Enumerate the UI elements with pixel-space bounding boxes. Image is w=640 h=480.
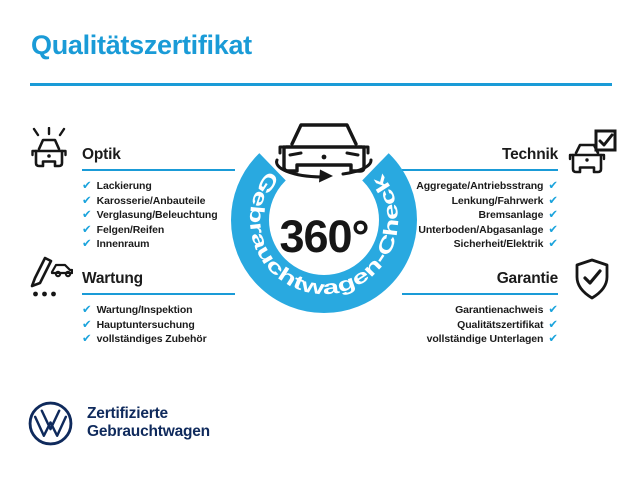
- check-icon: ✔: [548, 238, 558, 251]
- check-icon: ✔: [548, 180, 558, 192]
- check-icon: ✔: [82, 238, 92, 251]
- brand-claim: [87, 405, 210, 440]
- checklist-item-label: Lenkung/Fahrwerk: [451, 194, 544, 207]
- checklist-item: [82, 180, 235, 195]
- checklist-item-label: Hauptuntersuchung: [96, 318, 195, 331]
- brand-claim-line1: Zertifizierte: [87, 405, 168, 422]
- checklist-item-label: Aggregate/Antriebsstrang: [416, 180, 544, 192]
- page-title: Qualitätszertifikat: [31, 30, 252, 60]
- header-divider: [30, 83, 612, 86]
- check-icon: ✔: [82, 318, 92, 331]
- section-title-wartung: Wartung: [82, 270, 235, 295]
- 360-check-badge: [223, 110, 427, 325]
- checklist-item-label: Lackierung: [96, 180, 152, 192]
- checklist-item-label: vollständige Unterlagen: [426, 333, 544, 346]
- ring-label: Gebrauchtwagen-Check: [244, 167, 404, 300]
- check-icon: ✔: [548, 209, 558, 222]
- checklist-item-label: vollständiges Zubehör: [96, 333, 207, 346]
- checklist-item-label: Felgen/Reifen: [96, 223, 165, 236]
- section-title-optik: Optik: [82, 146, 235, 171]
- section-optik: [82, 146, 235, 253]
- checklist-item-label: Wartung/Inspektion: [96, 304, 193, 316]
- checklist-item: [82, 319, 235, 334]
- checklist-item: [82, 224, 235, 239]
- check-icon: ✔: [548, 194, 558, 207]
- check-icon: ✔: [82, 194, 92, 207]
- checklist-item-label: Garantienachweis: [455, 304, 544, 316]
- section-title-garantie: Garantie: [402, 270, 558, 295]
- checklist-item-label: Bremsanlage: [478, 209, 544, 222]
- checklist-item-label: Innenraum: [96, 238, 150, 251]
- checklist-item-label: Qualitätszertifikat: [457, 318, 544, 331]
- checklist-item: [402, 333, 558, 348]
- checklist-item: [82, 238, 235, 253]
- check-icon: ✔: [82, 209, 92, 222]
- service-checklist-icon: [25, 253, 73, 301]
- check-icon: ✔: [548, 223, 558, 236]
- checklist-item: [82, 209, 235, 224]
- section-wartung: [82, 270, 235, 348]
- checklist-optik: [82, 180, 235, 253]
- shield-check-icon: [572, 257, 612, 301]
- checklist-item: [82, 304, 235, 319]
- check-icon: ✔: [82, 223, 92, 236]
- checklist-wartung: [82, 304, 235, 348]
- car-check-icon: [568, 127, 620, 179]
- check-icon: ✔: [82, 180, 92, 192]
- vw-logo: [27, 400, 74, 447]
- checklist-item-label: Karosserie/Anbauteile: [96, 194, 206, 207]
- check-icon: ✔: [548, 304, 558, 316]
- degree-label: 360°: [279, 211, 369, 262]
- check-icon: ✔: [82, 304, 92, 316]
- check-icon: ✔: [548, 318, 558, 331]
- check-icon: ✔: [548, 333, 558, 346]
- checklist-item-label: Unterboden/Abgasanlage: [418, 223, 544, 236]
- checklist-item: [82, 333, 235, 348]
- checklist-item-label: Verglasung/Beleuchtung: [96, 209, 218, 222]
- checklist-item-label: Sicherheit/Elektrik: [453, 238, 544, 251]
- section-title-technik: Technik: [402, 146, 558, 171]
- check-icon: ✔: [82, 333, 92, 346]
- checklist-item: [82, 195, 235, 210]
- shiny-car-icon: [26, 127, 72, 173]
- brand-claim-line2: Gebrauchtwagen: [87, 422, 210, 440]
